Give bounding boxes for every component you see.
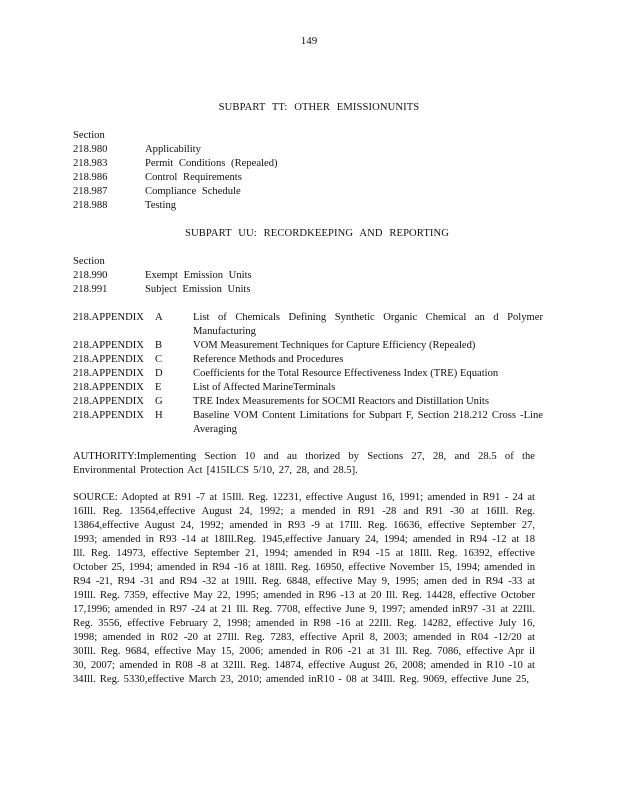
section-number: 218.987: [73, 186, 108, 197]
section-number: 218.986: [73, 172, 108, 183]
subpart-tt-heading: SUBPART TT: OTHER EMISSIONUNITS: [218, 102, 420, 113]
appendix-number: 218.APPENDIX: [73, 410, 144, 421]
appendix-list: [73, 311, 543, 437]
section-row: [73, 199, 278, 213]
section-row: [73, 171, 278, 185]
section-number: 218.983: [73, 158, 108, 169]
section-row: [73, 283, 252, 297]
subpart-tt-section-list: [73, 129, 278, 213]
source-paragraph: SOURCE: Adopted at R91 -7 at 15Ill. Reg. 12231, effective August 16, 1991; amended in R91 - 24 at 16Ill. Reg. 13564,effective August 24, 1992; a mended in R91 -28 and R91 -30 at 16Ill. Reg. 13864,effective August 24, 1992; amended in R93 -9 at 17Ill. Reg. 16636, effective September 27, 1993; amended in R93 -14 at 18Ill.Reg. 1945,effective January 24, 1994; amended in R94 -12 at 18 Ill. Reg. 14973, effective September 21, 1994; amended in R94 -15 at 18Ill. Reg. 16392, effective October 25, 1994; amended in R94 -16 at 18Ill. Reg. 16950, effective November 15, 1994; amended in R94 -21, R94 -31 and R94 -32 at 19Ill. Reg. 6848, effective May 9, 1995; amen ded in R94 -33 at 19Ill. Reg. 7359, effective May 22, 1995; amended in R96 -13 at 20 Ill. Reg. 14428, effective October 17,1996; amended in R97 -24 at 21 Ill. Reg. 7708, effective June 9, 1997; amended inR97 -31 at 22Ill. Reg. 3556, effective February 2, 1998; amended in R98 -16 at 22Ill. Reg. 14282, effective July 16, 1998; amended in R02 -20 at 27Ill. Reg. 7283, effective April 8, 2003; amended in R04 -12/20 at 30Ill. Reg. 9684, effective May 15, 2006; amended in R06 -21 at 31 Ill. Reg. 7086, effective Apr il 30, 2007; amended in R08 -8 at 32Ill. Reg. 14874, effective August 26, 2008; amended in R10 -10 at 34Ill. Reg. 5330,effective March 23, 2010; amended inR10 - 08 at 34Ill. Reg. 9069, effective June 25,: [73, 492, 535, 685]
appendix-letter: E: [155, 382, 162, 393]
appendix-letter: G: [155, 396, 163, 407]
appendix-title: Reference Methods and Procedures: [193, 354, 344, 365]
appendix-row: [73, 367, 543, 381]
section-number: 218.990: [73, 270, 108, 281]
page-number: 149: [300, 35, 318, 47]
appendix-number: 218.APPENDIX: [73, 368, 144, 379]
appendix-letter: C: [155, 354, 163, 365]
appendix-title: List of Affected MarineTerminals: [193, 382, 336, 393]
appendix-number: 218.APPENDIX: [73, 312, 144, 323]
section-row: [73, 143, 278, 157]
section-title: Testing: [145, 200, 177, 211]
subpart-uu-heading: SUBPART UU: RECORDKEEPING AND REPORTING: [184, 228, 450, 239]
section-title: Permit Conditions (Repealed): [145, 158, 278, 169]
appendix-letter: B: [155, 340, 163, 351]
section-title: Control Requirements: [145, 172, 242, 183]
appendix-number: 218.APPENDIX: [73, 382, 144, 393]
appendix-title: VOM Measurement Techniques for Capture Efficiency (Repealed): [193, 340, 476, 351]
appendix-title: List of Chemicals Defining Synthetic Organic Chemical an d Polymer Manufacturing: [193, 312, 543, 337]
authority-paragraph: AUTHORITY:Implementing Section 10 and au thorized by Sections 27, 28, and 28.5 of the Environmental Protection Act [415ILCS 5/10, 27, 28, and 28.5].: [73, 451, 535, 476]
subpart-uu-section-list: [73, 255, 252, 297]
appendix-title: Baseline VOM Content Limitations for Subpart F, Section 218.212 Cross -Line Averaging: [193, 410, 543, 435]
appendix-number: 218.APPENDIX: [73, 340, 144, 351]
section-label: Section: [73, 130, 105, 141]
section-number: 218.980: [73, 144, 108, 155]
section-row: [73, 185, 278, 199]
appendix-row: [73, 311, 543, 339]
appendix-number: 218.APPENDIX: [73, 354, 144, 365]
section-title: Exempt Emission Units: [145, 270, 252, 281]
appendix-row: [73, 353, 543, 367]
section-number: 218.991: [73, 284, 108, 295]
appendix-title: Coefficients for the Total Resource Effectiveness Index (TRE) Equation: [193, 368, 499, 379]
section-row: [73, 269, 252, 283]
appendix-title: TRE Index Measurements for SOCMI Reactors and Distillation Units: [193, 396, 489, 407]
section-row: [73, 157, 278, 171]
section-label: Section: [73, 256, 105, 267]
appendix-number: 218.APPENDIX: [73, 396, 144, 407]
appendix-letter: H: [155, 410, 163, 421]
section-number: 218.988: [73, 200, 108, 211]
appendix-row: [73, 381, 543, 395]
appendix-letter: A: [155, 312, 163, 323]
appendix-row: [73, 395, 543, 409]
section-title: Subject Emission Units: [145, 284, 251, 295]
appendix-row: [73, 339, 543, 353]
section-title: Applicability: [145, 144, 201, 155]
appendix-row: [73, 409, 543, 437]
section-title: Compliance Schedule: [145, 186, 241, 197]
appendix-letter: D: [155, 368, 163, 379]
